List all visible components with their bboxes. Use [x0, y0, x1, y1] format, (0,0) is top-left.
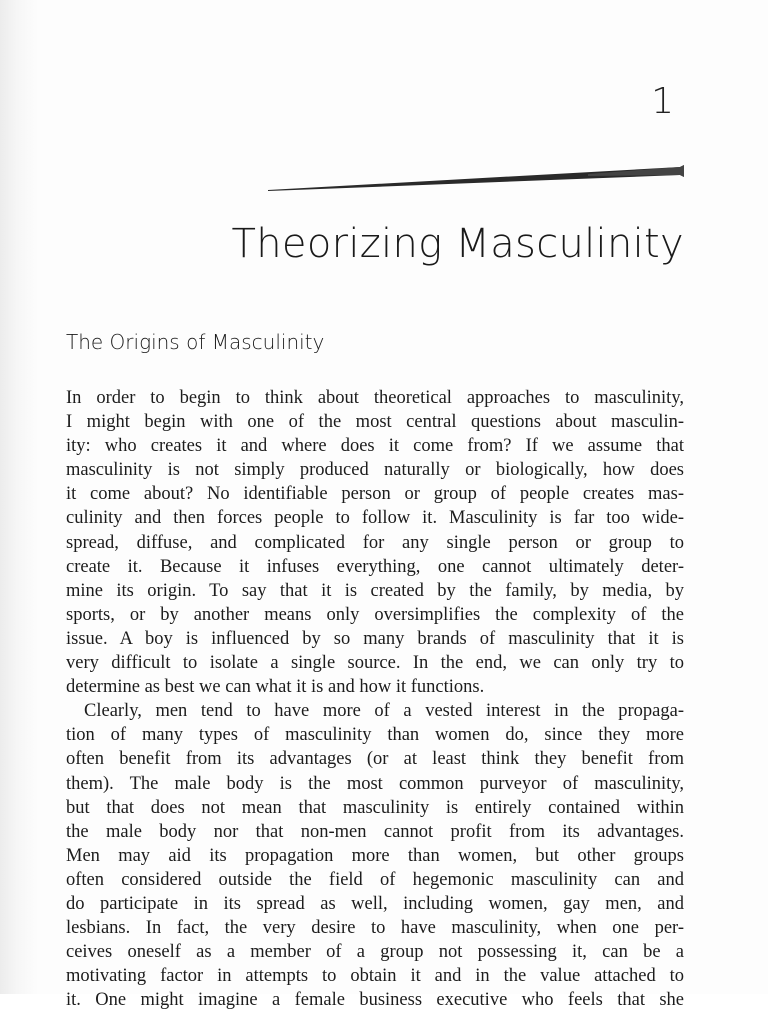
text-line: it. One might imagine a female business executive who feels that she: [66, 990, 684, 1011]
text-line: do participate in its spread as well, including women, gay men, and: [66, 893, 684, 914]
text-line: often considered outside the field of hegemonic masculinity can and: [66, 869, 684, 890]
text-line: very difficult to isolate a single source. In the end, we can only try to: [66, 653, 684, 674]
text-line: often benefit from its advantages (or at least think they benefit from: [66, 749, 684, 770]
section-heading: The Origins of Masculinity: [66, 330, 325, 354]
text-line: the male body nor that non-men cannot profit from its advantages.: [66, 821, 684, 842]
text-line: lesbians. In fact, the very desire to have masculinity, when one per-: [66, 918, 684, 939]
text-line: In order to begin to think about theoretical approaches to masculinity,: [66, 388, 684, 408]
page-gutter-shadow: [0, 0, 38, 994]
text-line: mine its origin. To say that it is created by the family, by media, by: [66, 580, 684, 601]
text-line: ity: who creates it and where does it come from? If we assume that: [66, 436, 684, 457]
text-line: tion of many types of masculinity than women do, since they more: [66, 725, 684, 746]
text-line: Men may aid its propagation more than women, but other groups: [66, 845, 684, 866]
text-line: but that does not mean that masculinity is entirely contained within: [66, 797, 684, 818]
chapter-number: 1: [651, 81, 674, 122]
text-line: Clearly, men tend to have more of a vested interest in the propaga-: [84, 701, 684, 722]
text-line: ceives oneself as a member of a group not possessing it, can be a: [66, 942, 684, 963]
chapter-title: Theorizing Masculinity: [231, 221, 684, 267]
chapter-rule: [268, 160, 684, 192]
text-line: create it. Because it infuses everything, one cannot ultimately deter-: [66, 556, 684, 577]
text-line: motivating factor in attempts to obtain it and in the value attached to: [66, 966, 684, 987]
text-line: it come about? No identifiable person or group of people creates mas-: [66, 484, 684, 505]
text-line: spread, diffuse, and complicated for any single person or group to: [66, 532, 684, 553]
text-line: determine as best we can what it is and how it functions.: [66, 677, 485, 698]
text-line: I might begin with one of the most central questions about masculin-: [66, 412, 684, 433]
text-line: sports, or by another means only oversimplifies the complexity of the: [66, 604, 684, 625]
text-line: them). The male body is the most common purveyor of masculinity,: [66, 773, 684, 794]
text-line: masculinity is not simply produced naturally or biologically, how does: [66, 460, 684, 481]
body-text: [66, 386, 684, 1012]
text-line: culinity and then forces people to follow it. Masculinity is far too wide-: [66, 508, 684, 529]
text-line: issue. A boy is influenced by so many brands of masculinity that it is: [66, 628, 684, 649]
